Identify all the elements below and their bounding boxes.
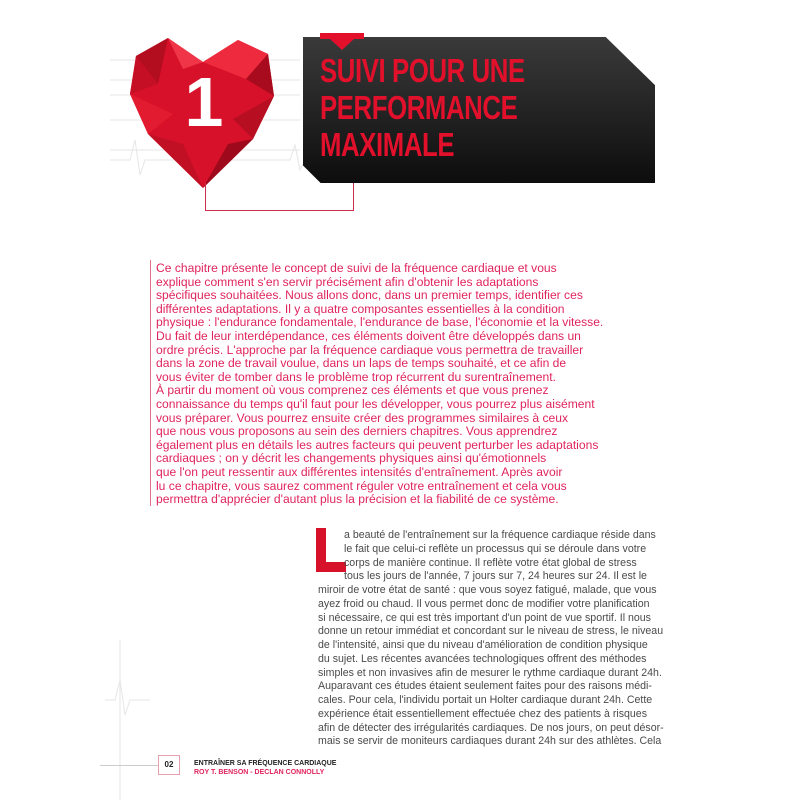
intro-line: permettra d'apprécier d'autant plus la précision et la fiabilité de ce système. <box>156 492 559 507</box>
intro-line: Du fait de leur interdépendance, ces éléments doivent être développés dans un <box>156 328 581 343</box>
chapter-title <box>320 52 525 163</box>
intro-line: explique comment s'en servir précisément afin d'obtenir les adaptations <box>156 274 539 289</box>
body-line: du sujet. Les récentes avancées technologiques offrent des méthodes <box>318 652 647 665</box>
body-line: afin de détecter des irrégularités cardiaques. De nos jours, on peut désor- <box>318 721 664 734</box>
intro-line: spécifiques souhaitées. Nous allons donc, dans un premier temps, identifier ces <box>156 288 583 303</box>
footer-authors: ROY T. BENSON - DECLAN CONNOLLY <box>194 769 325 776</box>
chapter-title-line: PERFORMANCE <box>320 89 518 126</box>
body-line: corps de manière continue. Il reflète votre état global de stress <box>344 556 637 569</box>
body-line: expérience était essentiellement effectuée chez des patients à risques <box>318 707 648 720</box>
intro-line: que l'on peut ressentir aux différentes intensités d'entraînement. Après avoir <box>156 464 563 479</box>
title-tab-triangle <box>330 39 354 50</box>
intro-line: ordre précis. L'approche par la fréquence cardiaque vous permettra de travailler <box>156 342 584 357</box>
intro-line: dans la zone de travail voulue, dans un laps de temps souhaité, et ce afin de <box>156 356 567 371</box>
intro-line: que nous vous proposons au sein des derniers chapitres. Vous apprendrez <box>156 424 558 439</box>
page-number: 02 <box>158 755 180 775</box>
intro-line: Ce chapitre présente le concept de suivi de la fréquence cardiaque et vous <box>156 261 557 275</box>
body-line: tous les jours de l'année, 7 jours sur 7, 24 heures sur 24. Il est le <box>344 570 647 583</box>
body-line: ayez froid ou chaud. Il vous permet donc de modifier votre planification <box>318 597 650 610</box>
chapter-title-line: MAXIMALE <box>320 126 455 163</box>
chapter-number: 1 <box>184 63 222 141</box>
intro-line: vous éviter de tomber dans le problème trop récurrent du surentraînement. <box>156 369 556 384</box>
body-line: mais se servir de moniteurs cardiaques durant 24h sur des athlètes. Cela <box>318 735 662 748</box>
body-line: cales. Pour cela, l'individu portait un Holter cardiaque durant 24h. Cette <box>318 694 653 706</box>
intro-rule <box>150 260 151 506</box>
chapter-intro <box>156 262 603 507</box>
intro-line: également plus en détails les autres facteurs qui peuvent perturber les adaptations <box>156 437 599 452</box>
intro-line: différentes adaptations. Il y a quatre composantes essentielles à la condition <box>156 301 565 316</box>
body-line: de l'intensité, ainsi que du niveau d'amélioration de condition physique <box>318 639 648 651</box>
intro-line: connaissance du temps qu'il faut pour les développer, vous pourrez plus aisément <box>156 396 595 411</box>
body-line: a beauté de l'entraînement sur la fréquence cardiaque réside dans <box>344 529 656 541</box>
footer-book-title: ENTRAÎNER SA FRÉQUENCE CARDIAQUE <box>194 760 337 767</box>
footer-rule <box>100 765 158 766</box>
body-line: miroir de votre état de santé : que vous soyez fatigué, malade, que vous <box>318 584 657 596</box>
connector-line <box>205 183 354 211</box>
intro-line: cardiaques ; on y décrit les changements physiques ainsi qu'émotionnels <box>156 451 547 466</box>
body-line: Auparavant ces études étaient seulement faites pour des raisons médi- <box>318 680 652 693</box>
body-line: simples et non invasives afin de mesurer le rythme cardiaque durant 24h. <box>318 666 662 679</box>
intro-line: vous préparer. Vous pourrez ensuite créer des programmes similaires à ceux <box>156 410 569 425</box>
intro-line: lu ce chapitre, vous saurez comment réguler votre entraînement et cela vous <box>156 478 567 493</box>
intro-line: physique : l'endurance fondamentale, l'endurance de base, l'économie et la vitesse. <box>156 315 604 330</box>
intro-line: À partir du moment où vous comprenez ces éléments et que vous prenez <box>156 383 549 398</box>
body-text <box>318 529 664 749</box>
chapter-title-line: SUIVI POUR UNE <box>320 52 525 89</box>
body-line: le fait que celui-ci reflète un processus qui se déroule dans votre <box>344 542 647 555</box>
body-line: si nécessaire, ce qui est très important d'un point de vue sportif. Il nous <box>318 611 651 624</box>
body-line: donne un retour immédiat et concordant sur le niveau de stress, le niveau <box>318 625 664 638</box>
